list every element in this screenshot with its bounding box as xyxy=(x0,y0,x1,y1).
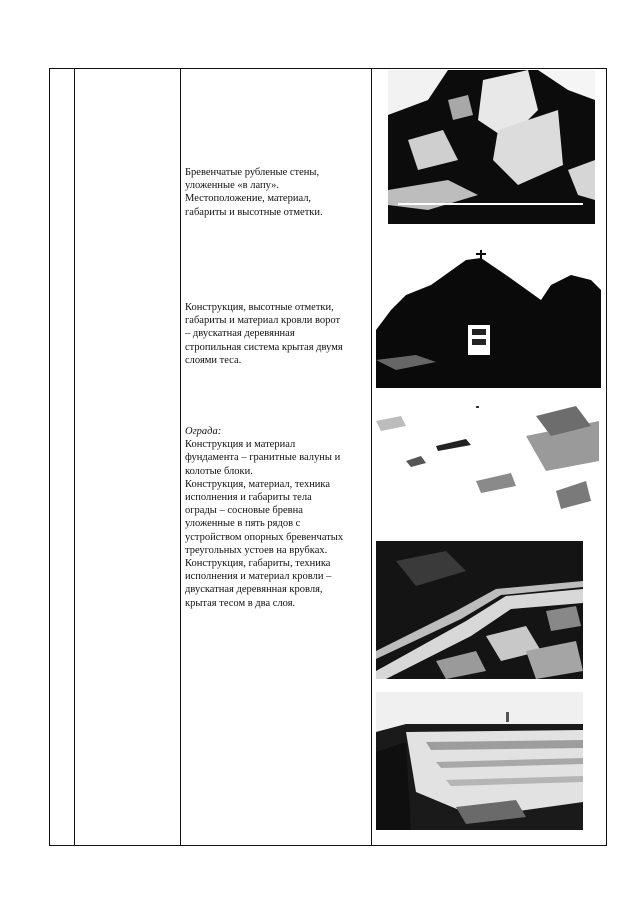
description-line: двускатная деревянная кровля, xyxy=(185,584,323,596)
description-line: треугольных устоев на врубках. xyxy=(185,544,328,556)
description-line: крытая тесом в два слоя. xyxy=(185,597,296,609)
log-wall-photo xyxy=(388,70,595,224)
description-line: исполнения и материал кровли – xyxy=(185,571,332,583)
photo-log-walls xyxy=(388,70,595,224)
photo-fence-roof xyxy=(376,692,583,830)
description-gate-roof xyxy=(185,301,343,367)
description-line: габариты и высотные отметки. xyxy=(185,206,323,218)
description-line: габариты и материал кровли ворот xyxy=(185,315,341,327)
photo-fence-foundation xyxy=(376,401,599,527)
description-log-walls xyxy=(185,166,323,219)
photo-gate-roof xyxy=(376,250,601,388)
description-fence xyxy=(185,425,343,610)
description-line: Конструкция, материал, техника xyxy=(185,478,331,490)
description-line: Конструкция, высотные отметки, xyxy=(185,302,334,313)
description-line: Конструкция, габариты, техника xyxy=(185,558,331,570)
description-line: Конструкция и материал xyxy=(185,439,296,451)
gate-roof-photo xyxy=(376,250,601,388)
description-line: колотые блоки. xyxy=(185,465,253,477)
photo-fence-logs xyxy=(376,541,583,679)
description-line: – двускатная деревянная xyxy=(185,328,295,340)
column-divider xyxy=(371,69,372,845)
description-line: уложенные «в лапу». xyxy=(185,180,279,192)
description-line: фундамента – гранитные валуны и xyxy=(185,452,341,464)
description-line: устройством опорных бревенчатых xyxy=(185,531,344,543)
fence-foundation-photo xyxy=(376,401,599,527)
description-line: ограды – сосновые бревна xyxy=(185,505,303,517)
column-divider xyxy=(74,69,75,845)
column-divider xyxy=(180,69,181,845)
fence-logs-photo xyxy=(376,541,583,679)
description-line: слоями теса. xyxy=(185,354,242,366)
description-line: Местоположение, материал, xyxy=(185,193,312,205)
fence-roof-photo xyxy=(376,692,583,830)
description-line: уложенные в пять рядов с xyxy=(185,518,301,530)
description-line: исполнения и габариты тела xyxy=(185,492,312,504)
fence-heading: Ограда: xyxy=(185,426,222,437)
description-line: Бревенчатые рубленые стены, xyxy=(185,167,320,178)
description-line: стропильная система крытая двумя xyxy=(185,341,343,353)
